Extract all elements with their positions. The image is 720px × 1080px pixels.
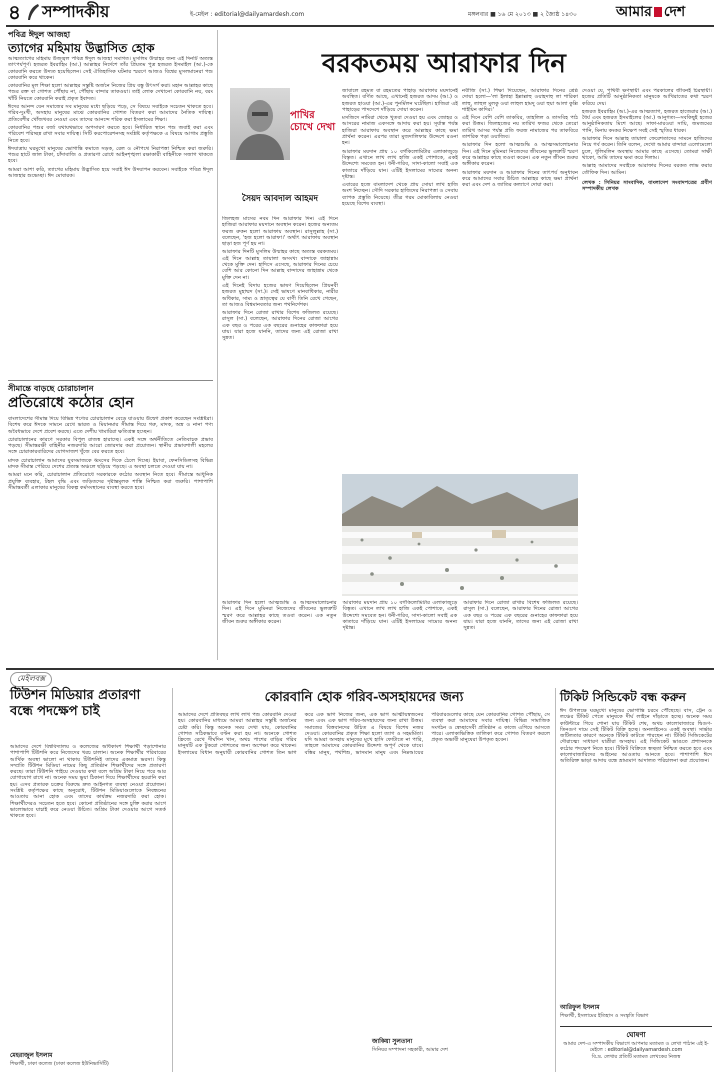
column-paragraph: জিলহজ মাসের নবম দিন আরাফার দিন। এই দিনে হাজিরা আরাফার ময়দানে অবস্থান করেন। হজের অন্যতম ফরজ রুকন হলো আরাফায় অবস্থান। রাসুলুল্লাহ (সা.) বলেছেন, 'হজ হলো আরাফা।' অর্থাৎ আরাফায় অবস্থান ছাড়া হজ পূর্ণ হয় না। (222, 216, 338, 248)
column-separator (217, 30, 218, 660)
column-body-1 (222, 216, 338, 470)
column-paragraph: আরাফার ময়দান প্রায় ১০ বর্গকিলোমিটার এলাকাজুড়ে বিস্তৃত। এখানে লাখ লাখ হাজি একই পোশাকে, একই উদ্দেশ্যে সমবেত হন। ধনী-গরিব, সাদা-কালো সবাই এক কাতারে দাঁড়িয়ে যান। এটিই ইসলামের সাম্যের অনন্য দৃষ্টান্ত। (342, 148, 458, 180)
editorial-paragraph: বাংলাদেশের সীমান্ত দিয়ে বিভিন্ন পণ্যের চোরাচালান বেড়ে যাওয়ায় উদ্বেগ প্রকাশ করেছেন সংশ্লিষ্টরা। বিশেষ করে ঈদকে সামনে রেখে ভারত ও মিয়ানমার সীমান্ত দিয়ে গরু, মাদক, অস্ত্র ও নানা পণ্য অবৈধভাবে দেশে প্রবেশ করছে। এতে দেশীয় খামারিরা ক্ষতিগ্রস্ত হচ্ছেন। (8, 416, 213, 435)
editorial-paragraph: আত্মত্যাগের মহিমায় উজ্জ্বল পবিত্র ঈদুল আজহা সমাগত। মুসলিম উম্মাহর জন্য এই দিনটি অত্যন্ত তাৎপর্যপূর্ণ। হজরত ইবরাহিম (আ.) আল্লাহর নির্দেশে তাঁর প্রিয়তম পুত্র হজরত ইসমাইল (আ.)-কে কোরবানি করতে উদ্যত হয়েছিলেন। সেই ঐতিহাসিক ঘটনার স্মরণে আজও বিশ্বের মুসলমানেরা পশু কোরবানি করে থাকেন। (8, 56, 213, 81)
editorial-paragraph: আমরা আশা করি, ত্যাগের মহিমায় উদ্ভাসিত হয়ে সবাই ঈদ উদযাপন করবেন। সবাইকে পবিত্র ঈদুল আজহার শুভেচ্ছা। ঈদ মোবারক। (8, 166, 213, 180)
page-number: ৪ (8, 0, 21, 24)
column-continued (222, 600, 578, 656)
column-paragraph: আরাফার দিনে আল্লাহ তায়ালা ফেরেশতাদের সামনে হাজিদের নিয়ে গর্ব করেন। তিনি বলেন, দেখো আমার বান্দারা এলোমেলো চুলে, ধূলিমলিন অবস্থায় আমার কাছে এসেছে। তোমরা সাক্ষী থাকো, আমি তাদের ক্ষমা করে দিলাম। (582, 136, 712, 161)
editorial-paragraph: মাদক চোরাচালান আমাদের যুবসমাজকে ধ্বংসের দিকে ঠেলে দিচ্ছে। ইয়াবা, ফেনসিডিলসহ বিভিন্ন মাদক সীমান্ত পেরিয়ে দেশের প্রত্যন্ত অঞ্চলে ছড়িয়ে পড়ছে। এ অবস্থা চলতে দেওয়া যায় না। (8, 457, 213, 471)
signature-detail: শিক্ষার্থী, ইসলামের ইতিহাস ও সংস্কৃতি বিভাগ (560, 1013, 649, 1019)
column-paragraph: এই দিনেই বিদায় হজের ভাষণ দিয়েছিলেন প্রিয়নবী হজরত মুহাম্মদ (সা.)। সেই ভাষণে মানবাধিকার, নারীর অধিকার, সাম্য ও ভ্রাতৃত্বের যে বাণী তিনি রেখে গেছেন, তা আজও বিশ্বমানবতার জন্য পথনির্দেশক। (222, 282, 338, 308)
arafat-photo (342, 474, 578, 596)
column-paragraph: আরাফার দিন হলো আত্মশুদ্ধি ও আত্মসমালোচনার দিন। এই দিনে মুমিনরা নিজেদের জীবনের ভুলত্রুটি স্মরণ করে আল্লাহর কাছে তওবা করেন। এক নতুন জীবন শুরুর অঙ্গীকার করেন। (462, 142, 578, 168)
editorial-divider (8, 380, 213, 381)
date-line: মঙ্গলবার ■ ১৬ মে ২০১৩ ■ ২ জ্যৈষ্ঠ ১৪৩০ (468, 11, 577, 18)
column-paragraph: আরাফার দিনে রোজা রাখার বিশেষ ফজিলত রয়েছে। রাসুল (সা.) বলেছেন, আরাফার দিনের রোজা আগের এক বছর ও পরের এক বছরের গুনাহের কাফফারা হয়ে যায়। যারা হজে যাননি, তাদের জন্য এই রোজা রাখা সুন্নত। (222, 310, 338, 342)
column-paragraph: এবারের হজে বাংলাদেশ থেকে প্রায় সোয়া লাখ হাজি অংশ নিচ্ছেন। সৌদি সরকার হাজিদের নিরাপত্তা ও সেবায় ব্যাপক প্রস্তুতি নিয়েছে। তীব্র গরম মোকাবিলায় নেওয়া হয়েছে বিশেষ ব্যবস্থা। (342, 182, 458, 208)
column-body-4 (582, 88, 712, 648)
letter-left (10, 688, 166, 720)
letter-middle-body: আমাদের দেশে প্রতিবছর লাখ লাখ পশু কোরবানি দেওয়া হয়। কোরবানির মাধ্যমে আমরা আল্লাহর সন্তুষ্টি অর্জনের চেষ্টা করি। কিন্তু অনেক সময় দেখা যায়, কোরবানির গোশত সঠিকভাবে বণ্টন করা হয় না। অনেকে গোশত ফ্রিজে রেখে দীর্ঘদিন খান, অথচ পাশের বাড়ির গরিব মানুষটি এক টুকরো গোশতের জন্য অপেক্ষা করে থাকেন। ইসলামের বিধান অনুযায়ী কোরবানির গোশত তিন ভাগ করে এক ভাগ নিজের জন্য, এক ভাগ আত্মীয়স্বজনের জন্য এবং এক ভাগ গরিব-অসহায়দের জন্য রাখা উত্তম। সমাজের বিত্তবানদের উচিত এ বিষয়ে বিশেষ নজর দেওয়া। কোরবানির প্রকৃত শিক্ষা হলো ত্যাগ ও সহমর্মিতা। যদি আমরা অসহায় মানুষের মুখে হাসি ফোটাতে না পারি, তাহলে আমাদের কোরবানির উদ্দেশ্য অপূর্ণ থেকে যাবে। বস্তির মানুষ, পথশিশু, ভাসমান মানুষ এবং নিম্নআয়ের পরিবারগুলোর কাছে যেন কোরবানির গোশত পৌঁছায়, সে ব্যবস্থা করা আমাদের সবার দায়িত্ব। বিভিন্ন সামাজিক সংগঠন ও স্বেচ্ছাসেবী প্রতিষ্ঠান এ কাজে এগিয়ে আসতে পারে। এলাকাভিত্তিক তালিকা করে গোশত বিতরণ করলে প্রকৃত অভাবী মানুষেরা উপকৃত হবেন। (178, 712, 550, 756)
column-paragraph: আরাফার দিনটি মুসলিম উম্মাহর কাছে অত্যন্ত বরকতময়। এই দিনে আল্লাহ তায়ালা অসংখ্য বান্দাকে জাহান্নাম থেকে মুক্তি দেন। হাদিসে এসেছে, আরাফার দিনের চেয়ে বেশি আর কোনো দিন আল্লাহ বান্দাদের জাহান্নাম থেকে মুক্তি দেন না। (222, 249, 338, 281)
paper-logo-mark (654, 7, 662, 17)
notice-box (560, 1026, 712, 1073)
signature-name: আরিফুল ইসলাম (560, 1004, 600, 1011)
column-paragraph: আরাফার দিন হলো আত্মশুদ্ধি ও আত্মসমালোচনার দিন। এই দিনে মুমিনরা নিজেদের জীবনের ভুলত্রুটি স্মরণ করে আল্লাহর কাছে তওবা করেন। এক নতুন জীবন শুরুর অঙ্গীকার করেন। (222, 600, 337, 625)
editorial-paragraph: কোরবানির পশুর বর্জ্য যথাযথভাবে অপসারণ করতে হবে। নির্ধারিত স্থানে পশু জবাই করা এবং পরিবেশ পরিচ্ছন্ন রাখা সবার দায়িত্ব। সিটি করপোরেশনসহ সংশ্লিষ্ট কর্তৃপক্ষকে এ বিষয়ে আগাম প্রস্তুতি নিতে হবে। (8, 124, 213, 144)
column-paragraph: নবীজি (সা.) শিক্ষা দিয়েছেন, আরাফার দিনের শ্রেষ্ঠ দোয়া হলো—'লা ইলাহা ইল্লাল্লাহু ওয়াহদাহু লা শারিকা লাহু, লাহুল মুলকু ওয়া লাহুল হামদু ওয়া হুয়া আলা কুল্লি শাইয়িন কাদির।' (462, 88, 578, 113)
column-paragraph: জাবালে রহমত বা রহমতের পাহাড় আরাফার ময়দানেই অবস্থিত। বর্ণিত আছে, এখানেই হজরত আদম (আ.) ও হজরত হাওয়া (আ.)-এর পুনর্মিলন ঘটেছিল। হাজিরা এই পাহাড়ের পাদদেশে দাঁড়িয়ে দোয়া করেন। (342, 88, 458, 113)
editorial-two (8, 384, 213, 412)
masthead-rule (6, 25, 714, 27)
column-paragraph: মসজিদে নামিরা থেকে খুতবা দেওয়া হয় এবং জোহর ও আসরের নামাজ একসঙ্গে আদায় করা হয়। সূর্যাস্ত পর্যন্ত হাজিরা আরাফায় অবস্থান করে আল্লাহর কাছে ক্ষমা প্রার্থনা করেন। এরপর তারা মুজদালিফার উদ্দেশে রওনা হন। (342, 115, 458, 147)
masthead (0, 0, 720, 26)
notice-body: আমার দেশ-এ সম্পাদকীয় বিভাগে আপনার মতামত ও লেখা পাঠান এই ই-মেইলে : editorial@dailyamardesh.com (563, 1041, 709, 1053)
series-title: পাখির চোখে দেখা (290, 110, 336, 133)
editorial-headline-2: প্রতিরোধে কঠোর হোন (8, 395, 134, 411)
letter-right-signature (560, 1002, 712, 1021)
editorial-kicker: পবিত্র ঈদুল আজহা (8, 30, 71, 39)
editorial-one-body (8, 56, 213, 374)
author-photo (230, 88, 290, 160)
letter-left-headline: টিউশন মিডিয়ার প্রতারণা বন্ধে পদক্ষেপ চাই (10, 688, 141, 719)
column-paragraph: হজরত ইবরাহিম (আ.)-এর আত্মত্যাগ, হজরত হাজেরার (আ.) ধৈর্য এবং হজরত ইসমাইলের (আ.) আনুগত্য—সবকিছুই হজের আনুষ্ঠানিকতায় মিশে আছে। সাফা-মারওয়া সায়ি, জমজমের পানি, মিনায় কংকর নিক্ষেপ সবই সেই স্মৃতির ধারক। (582, 108, 712, 134)
paper-logo (616, 2, 685, 22)
signature-detail: শিক্ষার্থী, ঢাকা কলেজ (ঢাকা কলেজ ইউনিভার্সিটি) (10, 1061, 109, 1067)
letter-middle-signature (372, 1036, 550, 1055)
column-paragraph: দেওয়া যে, পৃথিবী ক্ষণস্থায়ী এবং পরকালের জীবনই চিরস্থায়ী। হজের প্রতিটি আনুষ্ঠানিকতা মানুষকে আখিরাতের কথা স্মরণ করিয়ে দেয়। (582, 88, 712, 107)
paper-logo-right: দেশ (663, 4, 686, 20)
column-paragraph: আল্লাহ আমাদের সবাইকে আরাফার দিনের বরকত লাভ করার তৌফিক দিন। আমিন। (582, 163, 712, 176)
column-paragraph: এই দিনে বেশি বেশি তাকবির, তাহলিল ও তাসবিহ পাঠ করা উত্তম। জিলহজের নয় তারিখ ফজর থেকে তেরো তারিখ আসর পর্যন্ত প্রতি ফরজ নামাজের পর তাকবিরে তাশরিক পড়া ওয়াজিব। (462, 115, 578, 141)
bottom-section-rule (6, 668, 714, 670)
column-body-3 (462, 88, 578, 470)
editorial-paragraph: ঈদের আনন্দ যেন সমাজের সব মানুষের মধ্যে ছড়িয়ে পড়ে, সে বিষয়ে সবাইকে সচেতন থাকতে হবে। গরিব-দুঃখী, অসহায় মানুষের মাঝে কোরবানির গোশত বিতরণ করা আমাদের নৈতিক দায়িত্ব। প্রতিবেশীর খোঁজখবর নেওয়া এবং তাদের আনন্দে শরিক করা ইসলামের শিক্ষা। (8, 104, 213, 123)
author-note: লেখক : সিনিয়র সাংবাদিক, বাংলাদেশ সংবাদপত্রের প্রবীণ সম্পাদকীয় লেখক (582, 179, 712, 193)
editorial-kicker-2: সীমান্তে বাড়ছে চোরাচালান (8, 384, 94, 393)
bottom-separator (555, 688, 556, 1072)
author-box (222, 88, 338, 214)
column-body-2 (342, 88, 458, 470)
email-line: ই-মেইল : editorial@dailyamardesh.com (190, 11, 305, 18)
letter-right-headline: টিকিট সিন্ডিকেট বন্ধ করুন (560, 690, 686, 704)
signature-name: মেহরাজুল ইসলাম (10, 1052, 53, 1059)
editorial-paragraph: আমরা মনে করি, চোরাচালান প্রতিরোধে সরকারকে কঠোর অবস্থান নিতে হবে। সীমান্তে আধুনিক প্রযুক্তি ব্যবহার, টহল বৃদ্ধি এবং জড়িতদের দৃষ্টান্তমূলক শাস্তি নিশ্চিত করা জরুরি। পাশাপাশি সীমান্তবর্তী এলাকার মানুষের বিকল্প কর্মসংস্থানের ব্যবস্থা করতে হবে। (8, 472, 213, 491)
signature-name: জাকিয়া সুলতানা (372, 1038, 413, 1045)
column-paragraph: আরাফার ময়দান প্রায় ১০ বর্গকিলোমিটার এলাকাজুড়ে বিস্তৃত। এখানে লাখ লাখ হাজি একই পোশাকে, একই উদ্দেশ্যে সমবেত হন। ধনী-গরিব, সাদা-কালো সবাই এক কাতারে দাঁড়িয়ে যান। এটিই ইসলামের সাম্যের অনন্য দৃষ্টান্ত। (342, 600, 458, 632)
editorial-paragraph: ঈদযাত্রায় ঘরমুখো মানুষের ভোগান্তি কমাতে সড়ক, রেল ও নৌপথে নিরাপত্তা নিশ্চিত করা জরুরি। পশুর হাটে জাল টাকা, চাঁদাবাজি ও প্রতারণা রোধে আইনশৃঙ্খলা রক্ষাকারী বাহিনীকে সজাগ থাকতে হবে। (8, 145, 213, 165)
section-title: সম্পাদকীয় (42, 2, 110, 21)
notice-note: বি.দ্র. লেখার প্রতিটি মতামত লেখকের নিজস্ব (591, 1054, 681, 1060)
author-name: সৈয়দ আবদাল আহমদ (242, 194, 318, 204)
quill-icon (26, 3, 40, 25)
editorial-headline: ত্যাগের মহিমায় উদ্ভাসিত হোক (8, 41, 155, 55)
editorial-two-body (8, 416, 213, 654)
mailbox-label: মেইলবক্স (10, 672, 52, 687)
paper-logo-left: আমার (616, 4, 652, 20)
signature-detail: সিনিয়র সম্পাদনা সহকারী, আমার দেশ (372, 1047, 448, 1053)
bottom-separator (172, 688, 173, 1072)
editorial-paragraph: কোরবানির মূল শিক্ষা হলো আল্লাহর সন্তুষ্টি অর্জনে নিজের প্রিয় বস্তু উৎসর্গ করা। মহান আল্লাহর কাছে পশুর রক্ত বা গোশত পৌঁছায় না, পৌঁছায় বান্দার তাকওয়া। তাই লোক দেখানো কোরবানি নয়, বরং খাঁটি নিয়তে কোরবানি করাই প্রকৃত ইবাদত। (8, 83, 213, 102)
editorial-paragraph: চোরাচালানের কারণে সরকার বিপুল রাজস্ব হারাচ্ছে। একই সঙ্গে অর্থনীতিতে নেতিবাচক প্রভাব পড়ছে। সীমান্তরক্ষী বাহিনীর নজরদারি আরো জোরদার করা প্রয়োজন। স্থানীয় প্রভাবশালী মহলের সঙ্গে চোরাকারবারিদের যোগসাজশ খুঁজে বের করতে হবে। (8, 436, 213, 456)
letter-left-body: আমাদের দেশে বিশ্ববিদ্যালয় ও কলেজের অধিকাংশ শিক্ষার্থী পড়াশোনার পাশাপাশি টিউশনি করে নিজেদের খরচ চালান। অনেক শিক্ষার্থীর পরিবারের আর্থিক অবস্থা ভালো না থাকায় টিউশনিই তাদের একমাত্র ভরসা। কিন্তু সম্প্রতি টিউশন মিডিয়া নামের কিছু প্রতিষ্ঠান শিক্ষার্থীদের সঙ্গে প্রতারণা করছে। তারা টিউশনি পাইয়ে দেওয়ার কথা বলে অগ্রিম টাকা নিয়ে পরে আর যোগাযোগ রাখে না। অনেক সময় ভুয়া ঠিকানা দিয়ে শিক্ষার্থীদের হয়রানি করা হয়। এসব প্রতারক চক্রের বিরুদ্ধে দ্রুত আইনগত ব্যবস্থা নেওয়া প্রয়োজন। সংশ্লিষ্ট কর্তৃপক্ষের কাছে অনুরোধ, টিউশন মিডিয়াগুলোকে নিবন্ধনের আওতায় আনা হোক এবং তাদের কার্যক্রম নজরদারি করা হোক। শিক্ষার্থীদেরও সচেতন হতে হবে। কোনো প্রতিষ্ঠানের সঙ্গে চুক্তি করার আগে ভালোভাবে যাচাই করে নেওয়া উচিত। অগ্রিম টাকা দেওয়ার আগে সতর্ক থাকতে হবে। (10, 744, 166, 820)
letter-right-body: ঈদ উপলক্ষে ঘরমুখো মানুষের ভোগান্তি চরমে পৌঁছেছে। বাস, ট্রেন ও লঞ্চের টিকিট পেতে মানুষকে দীর্ঘ লাইনে দাঁড়াতে হচ্ছে। অনেক সময় কাউন্টারে গিয়ে শোনা যায় টিকিট শেষ, অথচ কালোবাজারে দ্বিগুণ-তিনগুণ দামে সেই টিকিট বিক্রি হচ্ছে। অনলাইনেও একই অবস্থা। সার্ভার জটিলতার কারণে অনেকে টিকিট কাটতে পারছেন না। টিকিট সিন্ডিকেটের দৌরাত্ম্যে সাধারণ যাত্রীরা অসহায়। এই সিন্ডিকেট ভাঙতে প্রশাসনকে কঠোর পদক্ষেপ নিতে হবে। টিকিট বিক্রিতে স্বচ্ছতা নিশ্চিত করতে হবে এবং কালোবাজারিদের আইনের আওতায় আনতে হবে। পাশাপাশি ঈদে অতিরিক্ত ভাড়া আদায় বন্ধে ভ্রাম্যমাণ আদালত পরিচালনা করা প্রয়োজন। (560, 708, 712, 765)
letter-middle-headline: কোরবানি হোক গরিব-অসহায়দের জন্য (264, 690, 464, 705)
letter-left-signature (10, 1050, 166, 1069)
column-paragraph: আরাফার দিনে রোজা রাখার বিশেষ ফজিলত রয়েছে। রাসুল (সা.) বলেছেন, আরাফার দিনের রোজা আগের এক বছর ও পরের এক বছরের গুনাহের কাফফারা হয়ে যায়। যারা হজে যাননি, তাদের জন্য এই রোজা রাখা সুন্নত। (463, 600, 578, 632)
notice-title: ঘোষণা (626, 1031, 646, 1039)
column-headline: বরকতময় আরাফার দিন (322, 49, 566, 79)
column-paragraph: আরাফার ময়দান ও আরাফার দিনের তাৎপর্য অনুধাবন করে আমাদের সবার উচিত আল্লাহর কাছে ক্ষমা প্রার্থনা করা এবং দেশ ও জাতির কল্যাণে দোয়া করা। (462, 169, 578, 189)
editorial-one (8, 30, 213, 56)
